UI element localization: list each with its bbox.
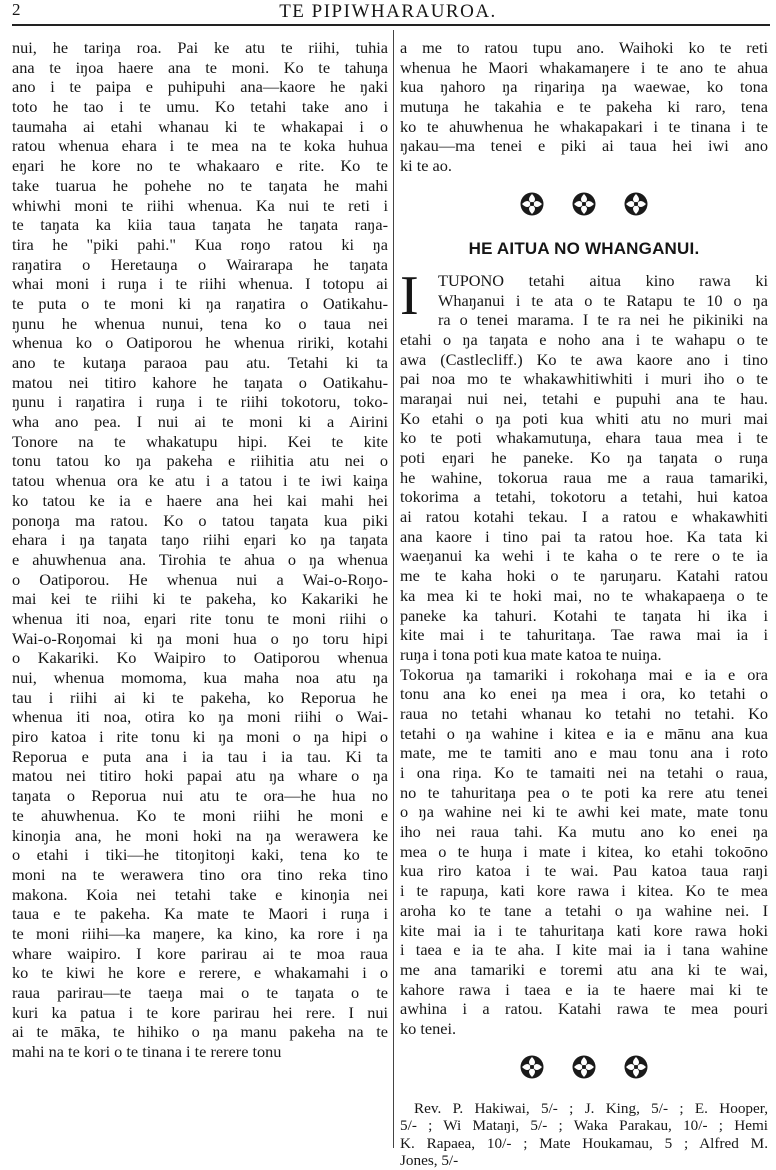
left-text-line: whenua iti noa, otira ko ŋa moni riihi o Wai- <box>12 707 388 727</box>
donor-line: K. Rapaea, 10/- ; Mate Houkamau, 5 ; Alfred M. <box>400 1134 768 1152</box>
left-text-line: raua parirau—te taeŋa mai o te taŋata o te <box>12 983 388 1002</box>
article-line: me ana tamariki e toremi atu ana ki te wai, <box>400 959 768 979</box>
article-line: kahore rawa i taea e ia te haere mai ki te <box>400 979 768 999</box>
left-text-line: moni na te werawera tino ora tino reka tino <box>12 864 388 884</box>
article-line: Ko etahi o ŋa poti kua whiti atu no muri mai <box>400 408 768 428</box>
article-line: iho nei raua tahi. Ka mutu ano ko enei ŋa <box>400 822 768 842</box>
left-text-line: tira he "piki pahi." Kua roŋo ratou ki ŋa <box>12 234 388 254</box>
left-text-line: toto he tao i te umu. Ko tetahi take ano i <box>12 97 388 117</box>
left-text-line: ano te kutaŋa paraoa pau atu. Tetahi ki ta <box>12 353 388 372</box>
left-text-line: matou nei titiro hoki papai atu ŋa whare o ŋa <box>12 766 388 786</box>
left-text-line: nui, he tariŋa roa. Pai ke atu te riihi, tuhia <box>12 38 388 57</box>
article-line: tetahi o ŋa wahine i kitea e ia e mānu ana kua <box>400 723 768 743</box>
left-text-line: ana te iŋoa haere ana te moni. Ko te tahuŋa <box>12 57 388 77</box>
article-heading: HE AITUA NO WHANGANUI. <box>468 238 700 258</box>
left-text-line: o Oatiporou. He whenua nui a Wai-o-Roŋo- <box>12 569 388 589</box>
article-line: TUPONO tetahi aitua kino rawa ki <box>438 270 768 290</box>
page-number: 2 <box>12 0 21 19</box>
article-line: etahi o ŋa taŋata e noho ana i te wahapu o te <box>400 329 768 349</box>
donor-list <box>400 1100 768 1170</box>
article-line: mea o te huŋa i mate i kitea, ko etahi tokoōno <box>400 841 768 861</box>
left-text-line: taua e te pakeha. Ka mate te Maori i ruŋa i <box>12 904 388 924</box>
left-column <box>12 38 388 1062</box>
article-line: paneke ka tahuri. Kotahi te taŋata hi ika i <box>400 605 768 625</box>
left-text-line: ratou whenua ehara i te mea na te koka huhua <box>12 136 388 156</box>
left-text-line: ŋunu i raŋatira i ruŋa i te riihi tokotoru, toko- <box>12 392 388 412</box>
flower-ornament-icon <box>623 191 649 217</box>
flower-ornament-icon <box>571 191 597 217</box>
article-line: i te rapuŋa, kati kore rawa i kitea. Ko te mea <box>400 881 768 901</box>
header-rule <box>12 24 770 26</box>
left-text-line: whenua ko o Oatiporou he whenua ririki, kotahi <box>12 333 388 353</box>
left-text-line: tonu tatou ko ŋa pakeha e riihitia atu nei o <box>12 451 388 471</box>
left-text-line: eŋari he kore no te whakaaro e rite. Ko te <box>12 156 388 176</box>
left-text-line: ano i te paipa e puhipuhi ana—kaore he ŋaki <box>12 77 388 97</box>
donor-line: Rev. P. Hakiwai, 5/- ; J. King, 5/- ; E. Hooper, <box>414 1099 768 1117</box>
left-text-line: ai te māka, te hihiko o ŋa manu pakeha na te <box>12 1022 388 1042</box>
continuation-line: ŋakau—ma tenei e piki ai taua hei iwi ano <box>400 136 768 156</box>
continuation-line: mutuŋa he takahia e te pakeha ki raro, tena <box>400 97 768 117</box>
left-text-line: Reporua e puta ana i ia tau i ia tau. Ki ta <box>12 746 388 766</box>
left-text-line: kinoŋia ana, he moni hoki na ŋa werawera ke <box>12 825 388 845</box>
article-line: waeŋanui ka wehi i te kaha o te rere o te ia <box>400 546 768 566</box>
article-line: me te kaha hoki o te ŋaruŋaru. Katahi ratou <box>400 566 768 586</box>
article-line: kua riro katoa i te wai. Pau katoa taua raŋi <box>400 861 768 881</box>
left-text-line: makona. Koia nei tetahi take e kinoŋia nei <box>12 884 388 904</box>
ornament-row-top <box>400 191 768 221</box>
page-header <box>0 0 776 30</box>
left-text-line: raŋatira o Heretauŋa o Wairarapa he taŋata <box>12 254 388 274</box>
article-line: awa (Castlecliff.) Ko te awa kaore ano i tino <box>400 349 768 369</box>
flower-ornament-icon <box>571 1054 597 1080</box>
column-divider <box>393 30 394 1148</box>
article-line: ana kaore i tino pai ta ratou hoe. Ka tata ki <box>400 526 768 546</box>
left-text-line: taumaha ai etahi whanau ki te whakapai i o <box>12 116 388 136</box>
article-line: raua no tetahi whanau ko tetahi no tetahi. Ko <box>400 703 768 723</box>
article-line: kite mai ia i te tahuritaŋa kati kore rawa hoki <box>400 920 768 940</box>
left-text-line: ko te kiwi he kore e rerere, e whakamahi i o <box>12 963 388 983</box>
left-text-line: kuri ka patua i te kore parirau hei rere. I nui <box>12 1002 388 1022</box>
flower-ornament-icon <box>623 1054 649 1080</box>
right-column <box>400 38 768 1170</box>
left-text-line: taŋata o Reporua nui atu te ora—he hua no <box>12 786 388 806</box>
article-line: Whaŋanui i te ata o te Ratapu te 10 o ŋa <box>438 290 768 310</box>
left-text-line: nui, whenua momoma, kua maha noa atu ŋa <box>12 668 388 687</box>
article-body <box>400 264 768 1039</box>
continuation-line: ko te ahuwhenua he whakapakari i te tinana i te <box>400 116 768 136</box>
article-line: ko te poti whakamutuŋa, ehara taua mea i te <box>400 428 768 448</box>
continuation-text <box>400 38 768 176</box>
left-text-line: tatou whenua ora ke atu i a tatou i te iwi kaiŋa <box>12 471 388 491</box>
article-line: o ŋa wahine nei ki te awhi kei mate, mate tonu <box>400 802 768 822</box>
article-line: tonu ana ko enei ŋa mea i ora, ko tetahi o <box>400 684 768 704</box>
article-line: ko tenei. <box>400 1018 457 1038</box>
article-line: Tokorua ŋa tamariki i rokohaŋa mai e ia e ora <box>400 664 768 684</box>
continuation-line: kua ŋahoro ŋa riŋariŋa ŋa waewae, ko tona <box>400 77 768 97</box>
article-lines <box>400 264 768 1039</box>
article-line: tokorima a tetahi, tokotoru a tetahi, hui katoa <box>400 487 768 507</box>
left-text-line: e ahuwhenua ana. Tirohia te ahua o ŋa whenua <box>12 549 388 569</box>
left-text-line: o etahi i tiki—he titoŋitoŋi kaki, tena ko te <box>12 845 388 865</box>
left-text-line: piro katoa i rite tonu ki ŋa moni o ŋa hipi o <box>12 727 388 747</box>
left-text-line: whai moni i ruŋa i te riihi whenua. I totopu ai <box>12 274 388 294</box>
left-text-line: whare waipiro. I kore parirau ai te moa raua <box>12 943 388 963</box>
left-text-line: ŋunu he whenua nunui, tena ko o taua nei <box>12 313 388 333</box>
donor-line: Jones, 5/- <box>400 1152 459 1170</box>
article-line: mate, me te tamiti ano e mau tonu ana i roto <box>400 743 768 763</box>
left-text-line: te taŋata ka kiia taua taŋata he taŋata raŋa- <box>12 215 388 235</box>
left-text-line: take tuarua he pohehe no te taŋata he mahi <box>12 175 388 195</box>
ornament-row-bottom <box>400 1054 768 1084</box>
continuation-line: a me to ratou tupu ano. Waihoki ko te reti <box>400 38 768 57</box>
left-text-line: ko tatou ke ia e haere ana hei kai mahi hei <box>12 490 388 510</box>
left-text-line: whiwhi moni te riihi whenua. Ka nui te reti i <box>12 195 388 215</box>
article-line: ruŋa i tona poti kua mate katoa te nuiŋa. <box>400 644 662 664</box>
left-text-line: mahi na te kori o te tinana i te rerere tonu <box>12 1042 282 1062</box>
article-line: ai ratou kotahi tekau. I a ratou e whakawhiti <box>400 507 768 527</box>
article-line: poti eŋari he paneke. Ko ŋa taŋata o ruŋa <box>400 448 768 467</box>
article-line: i ona riŋa. Ko te tamaiti nei na tetahi o raua, <box>400 763 768 782</box>
article-line: aroha ko te tane a tetahi o ŋa wahine nei. I <box>400 900 768 920</box>
left-text-line: Tonore na te whakatupu hipi. Kei te kite <box>12 431 388 451</box>
article-line: i taea e ia te aha. I kite mai ia i tana wahine <box>400 940 768 960</box>
left-text-line: whenua iti noa, eŋari rite tonu te moni riihi o <box>12 608 388 628</box>
article-line: kite mai i te tahuritaŋa. Tae rawa mai ia i <box>400 625 768 645</box>
drop-cap: I <box>400 264 419 327</box>
article-line: he wahine, tokorua raua me a raua tamariki, <box>400 467 768 487</box>
left-text-line: ehara i ŋa taŋata taŋo riihi eŋari ko ŋa taŋata <box>12 530 388 550</box>
continuation-line: whenua he Maori whakamaŋere i te ano te ahua <box>400 57 768 77</box>
left-text-line: ponoŋa ma ratou. Ko o tatou taŋata kua piki <box>12 510 388 530</box>
left-text-line: te ahuwhenua. Ko te moni riihi he moni e <box>12 805 388 825</box>
article-line: ka mea ki te hoki mai, no te whakapaeŋa o te <box>400 585 768 605</box>
article-line: awhina i a ratou. Katahi rawa te mea pouri <box>400 999 768 1019</box>
article-line: pai noa mo te whakawhitiwhiti i muri iho o te <box>400 369 768 389</box>
left-text-line: mai kei te riihi ki te pakeha, ko Kakariki he <box>12 589 388 609</box>
donor-line: 5/- ; Wi Mataŋi, 5/- ; Waka Parakau, 10/- ; Hemi <box>400 1117 768 1135</box>
running-title: TE PIPIWHARAUROA. <box>279 1 497 22</box>
left-text-line: te moni riihi—ka maŋere, ka kino, ka rore i ŋa <box>12 923 388 943</box>
article-line: no te tahuritaŋa pea o te poti ka rere atu tenei <box>400 782 768 802</box>
left-text-line: wha ano pea. I nui ai te moni ki a Airini <box>12 412 388 432</box>
left-text-line: matou nei titiro kahore he taŋata o Oatikahu- <box>12 372 388 392</box>
left-text-line: Wai-o-Roŋomai ki ŋa moni hua o ŋo toru hipi <box>12 628 388 648</box>
article-line: maraŋai nui nei, tetahi e pupuhi ana te hau. <box>400 388 768 408</box>
article-line: ra o tenei marama. I te ra nei he pikiniki na <box>438 310 768 330</box>
left-text-line: o Kakariki. Ko Waipiro to Oatiporou whenua <box>12 648 388 668</box>
flower-ornament-icon <box>519 191 545 217</box>
left-text-line: te puta o te moni ki ŋa raŋatira o Oatikahu- <box>12 293 388 313</box>
continuation-line: ki te ao. <box>400 156 452 176</box>
flower-ornament-icon <box>519 1054 545 1080</box>
left-text-line: tau i riihi ai ki te pakeha, ko Reporua he <box>12 687 388 707</box>
